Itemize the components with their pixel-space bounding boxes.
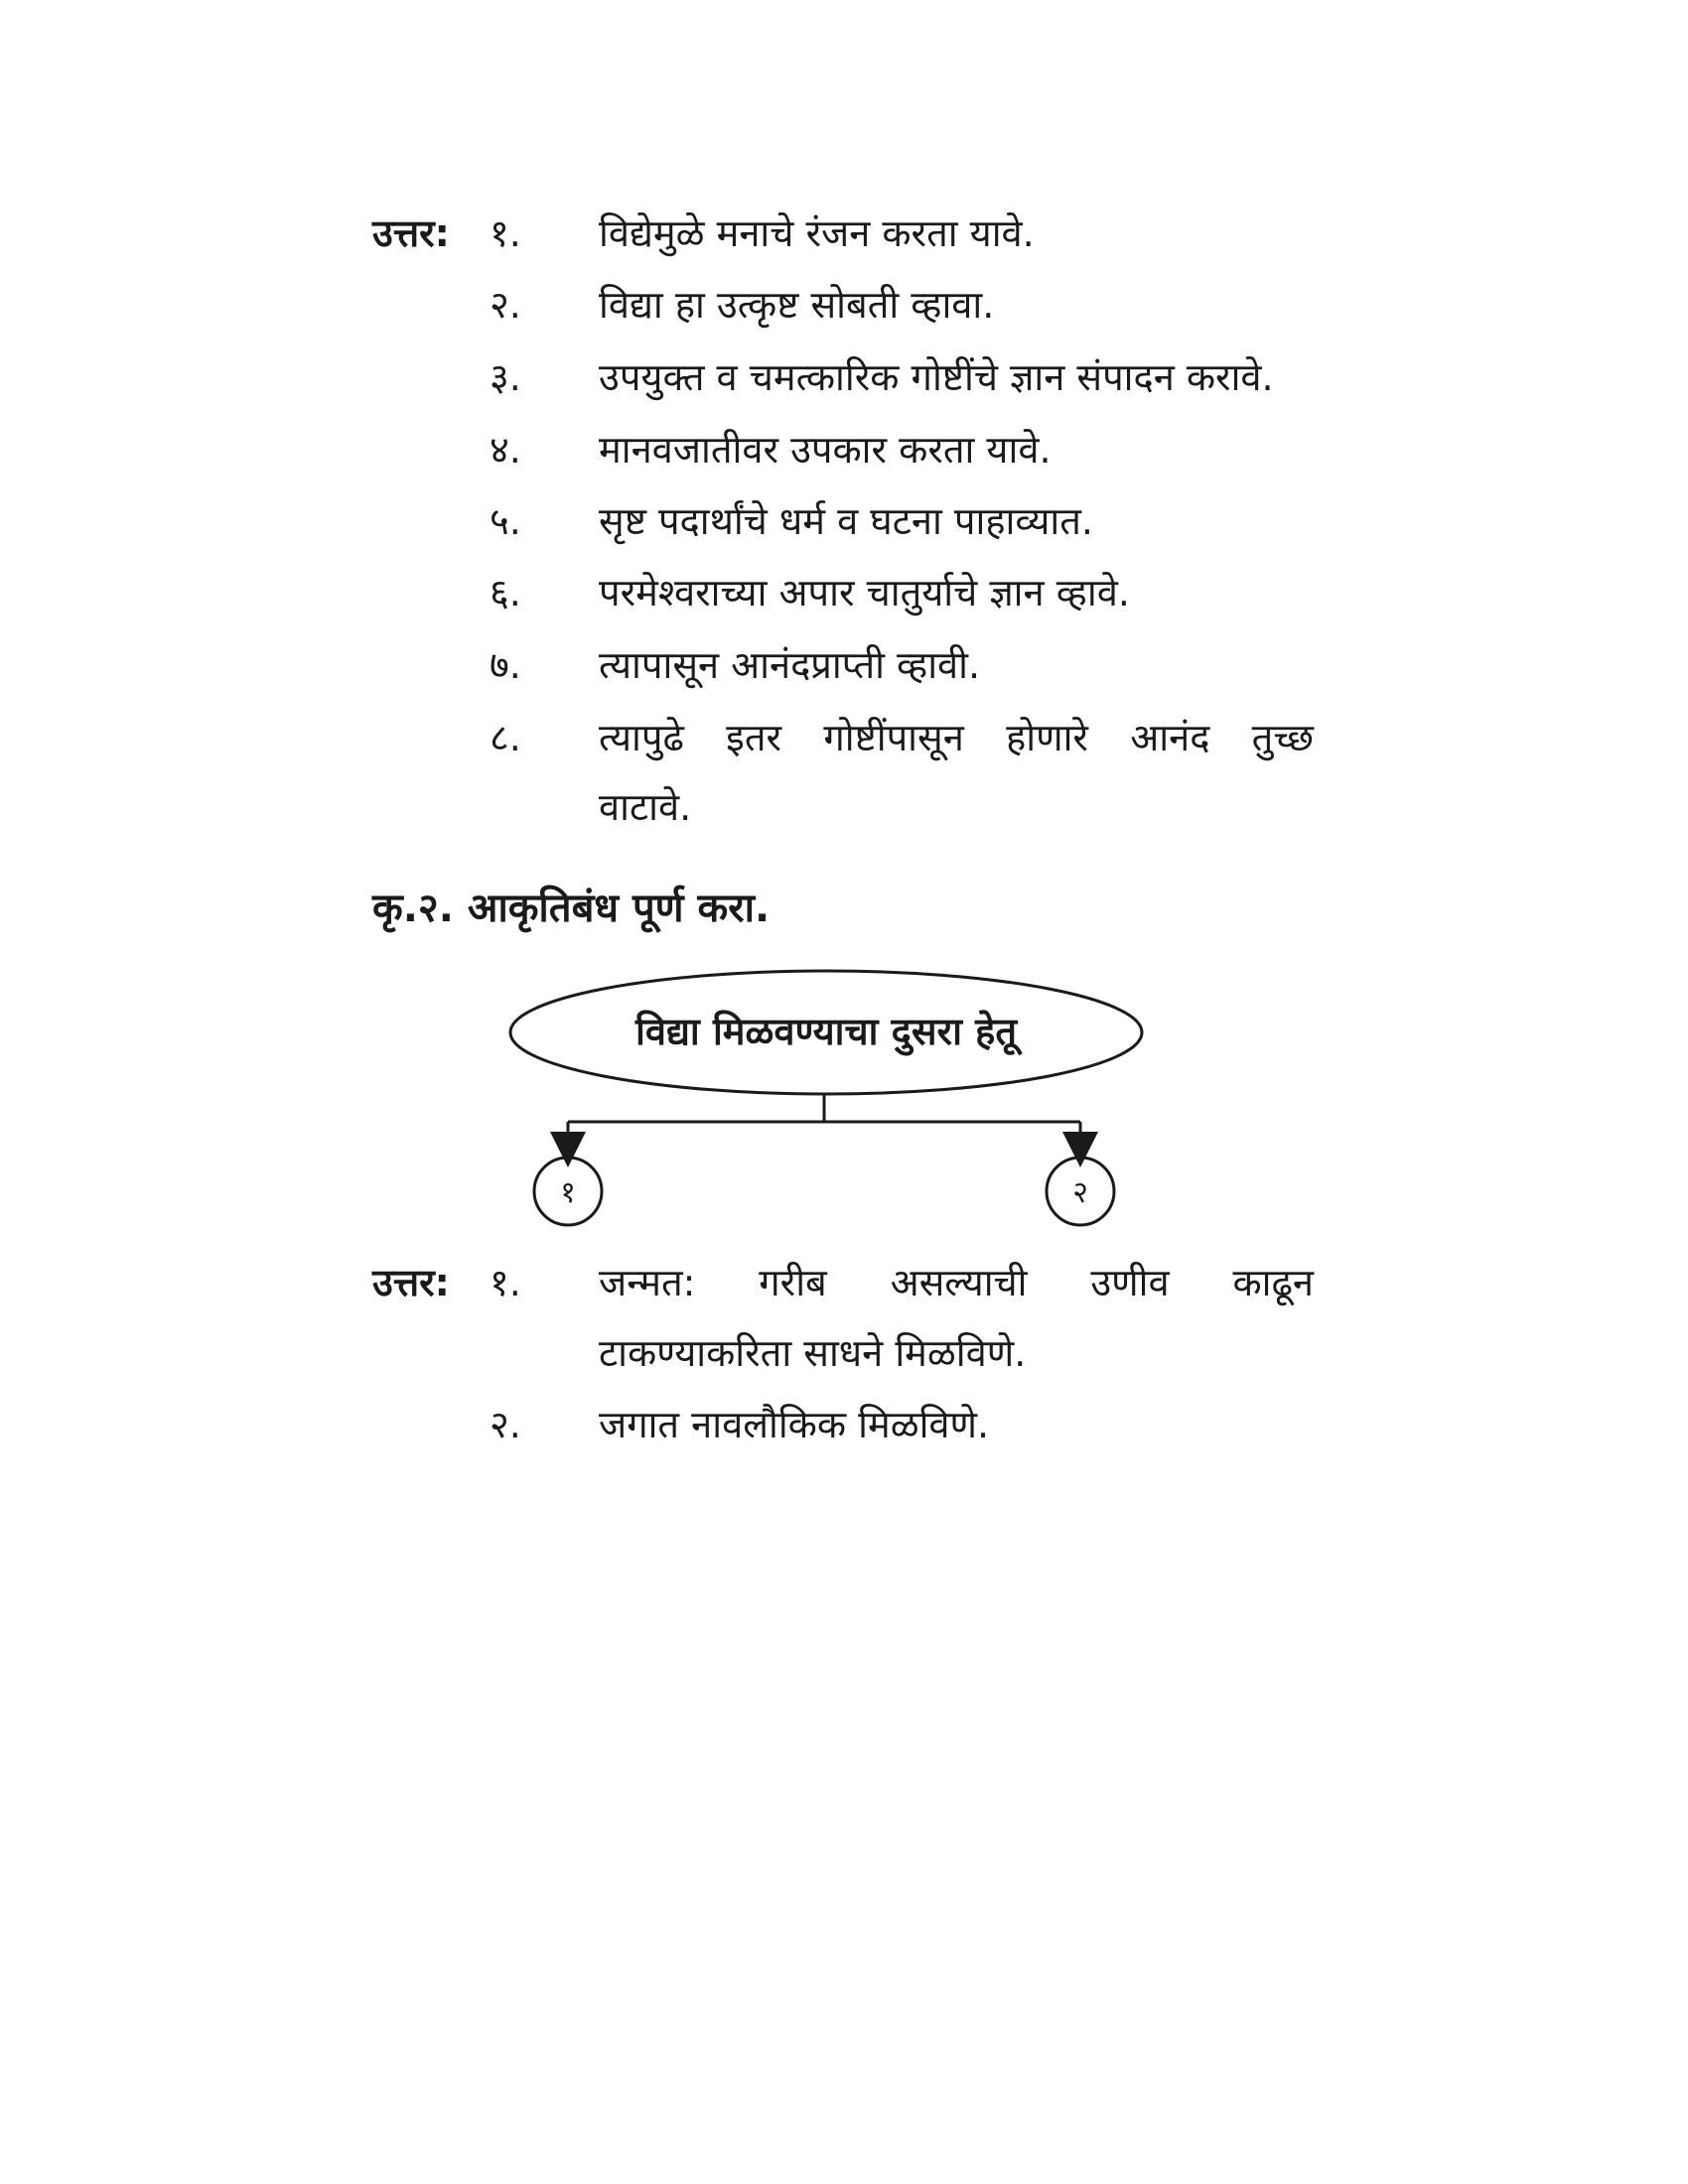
item-number: ५. bbox=[490, 499, 521, 543]
item-text: परमेश्वराच्या अपार चातुर्याचे ज्ञान व्हावे. bbox=[599, 571, 1130, 614]
word: तुच्छ bbox=[1251, 716, 1314, 759]
answer1-label: उत्तर: bbox=[372, 211, 450, 255]
item-text: जगात नावलौकिक मिळविणे. bbox=[599, 1403, 990, 1446]
item-number: २. bbox=[490, 283, 521, 327]
word: आनंद bbox=[1130, 716, 1210, 759]
item-text: त्यापासून आनंदप्राप्ती व्हावी. bbox=[599, 643, 981, 687]
item-text: टाकण्याकरिता साधने मिळविणे. bbox=[599, 1331, 1027, 1375]
word: गोष्टींपासून bbox=[823, 716, 964, 759]
center-node-label: विद्या मिळवण्याचा दुसरा हेतू bbox=[634, 1010, 1018, 1053]
item-text: विद्येमुळे मनाचे रंजन करता यावे. bbox=[599, 211, 1035, 255]
item-text: सृष्ट पदार्थांचे धर्म व घटना पाहाव्यात. bbox=[599, 499, 1093, 543]
word: त्यापुढे bbox=[599, 716, 684, 759]
word: उणीव bbox=[1090, 1261, 1170, 1304]
item-number: ३. bbox=[490, 355, 521, 399]
item-number: १. bbox=[490, 211, 521, 255]
item-text: विद्या हा उत्कृष्ट सोबती व्हावा. bbox=[599, 283, 995, 327]
item-text: उपयुक्त व चमत्कारिक गोष्टींचे ज्ञान संपादन करावे. bbox=[599, 355, 1274, 399]
item-text-justified bbox=[599, 1253, 1314, 1312]
word: होणारे bbox=[1006, 716, 1088, 759]
question-heading: कृ.२. आकृतिबंध पूर्ण करा. bbox=[372, 886, 771, 931]
item-number: ६. bbox=[490, 571, 521, 614]
item-number: ७. bbox=[490, 643, 521, 687]
item-number: १. bbox=[490, 1261, 521, 1304]
word: जन्मत: bbox=[599, 1261, 696, 1304]
item-text: मानवजातीवर उपकार करता यावे. bbox=[599, 428, 1052, 472]
left-circle-label: १ bbox=[560, 1175, 576, 1210]
answer2-label: उत्तर: bbox=[372, 1261, 450, 1304]
item-number: ८. bbox=[490, 716, 521, 759]
word: काढून bbox=[1232, 1261, 1314, 1304]
word: असल्याची bbox=[890, 1261, 1028, 1304]
item-number: २. bbox=[490, 1403, 521, 1446]
word: इतर bbox=[726, 716, 782, 759]
item-text: वाटावे. bbox=[599, 785, 692, 829]
right-circle-label: २ bbox=[1072, 1175, 1088, 1210]
word: गरीब bbox=[759, 1261, 827, 1304]
item-number: ४. bbox=[490, 428, 521, 472]
